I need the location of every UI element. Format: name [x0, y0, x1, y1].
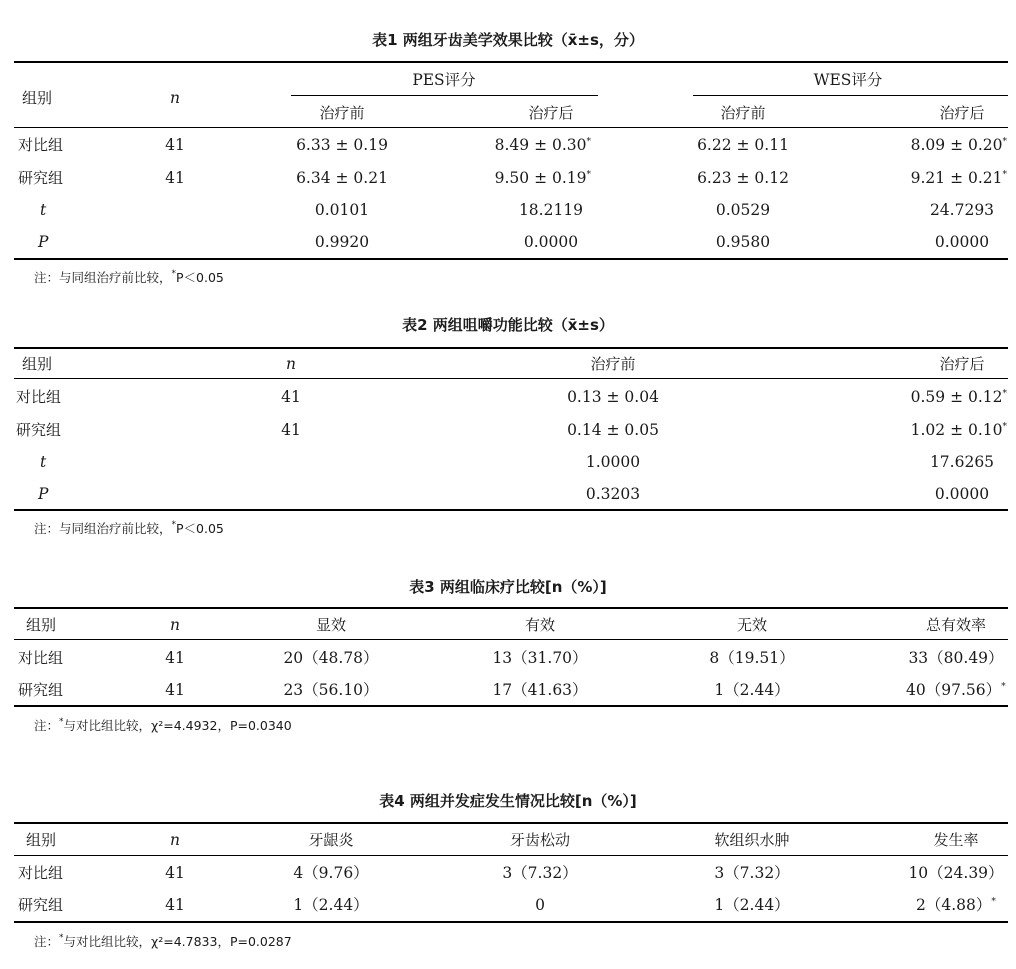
table2-row1-after: 0.59 ± 0.12* — [910, 388, 1007, 406]
table1-header-n: n — [170, 89, 180, 107]
table1-row1-wes-after: 8.09 ± 0.20* — [910, 136, 1007, 154]
table1-row4-wes-after: 0.0000 — [934, 233, 990, 251]
table3-row2-effective: 17（41.63） — [492, 681, 588, 699]
table3-row2-group: 研究组 — [18, 681, 64, 699]
table1-header-pes: PES评分 — [412, 71, 476, 89]
table1-row1-pes-before: 6.33 ± 0.19 — [296, 136, 388, 154]
table1-pes-subrule — [291, 95, 598, 96]
table3-row1-total: 33（80.49） — [908, 649, 1004, 667]
table1-row3-pes-after: 18.2119 — [518, 201, 584, 219]
table2-row4-label: P — [38, 485, 49, 503]
table4-row1-loose-teeth: 3（7.32） — [502, 864, 578, 882]
table1-header-wes-before: 治疗前 — [720, 104, 766, 122]
table3-header-rule — [14, 639, 1008, 640]
table4-row1-gingivitis: 4（9.76） — [293, 864, 369, 882]
table4-caption: 表4 两组并发症发生情况比较[n（%）] — [379, 792, 637, 810]
table1-row1-pes-after: 8.49 ± 0.30* — [494, 136, 591, 154]
table1-header-rule — [14, 127, 1008, 128]
table3-row1-n: 41 — [165, 649, 185, 667]
table2-row2-after: 1.02 ± 0.10* — [910, 421, 1007, 439]
table3-row1-marked: 20（48.78） — [283, 649, 379, 667]
table1-row4-pes-after: 0.0000 — [523, 233, 579, 251]
table1-row2-wes-after: 9.21 ± 0.21* — [910, 169, 1007, 187]
table3-header-marked: 显效 — [315, 616, 347, 634]
table3-row2-total: 40（97.56）* — [906, 681, 1006, 699]
table1-row1-group: 对比组 — [18, 136, 64, 154]
table1-note: 注：与同组治疗前比较，*P＜0.05 — [34, 269, 224, 285]
table2-bottom-rule — [14, 509, 1008, 511]
table2-header-n: n — [286, 355, 296, 373]
table3-caption: 表3 两组临床疗比较[n（%）] — [409, 578, 607, 596]
table4-note: 注：*与对比组比较，χ²=4.7833，P=0.0287 — [34, 933, 292, 949]
table1-wes-subrule — [693, 95, 1008, 96]
table4-row2-loose-teeth: 0 — [535, 896, 545, 914]
table2-row2-before: 0.14 ± 0.05 — [567, 421, 659, 439]
table1-row3-label: t — [40, 201, 47, 219]
table2-top-rule — [14, 347, 1008, 349]
table4-header-gingivitis: 牙龈炎 — [308, 831, 354, 849]
table3-header-group: 组别 — [26, 616, 57, 634]
table2-row3-before: 1.0000 — [585, 453, 641, 471]
table1-header-wes: WES评分 — [813, 71, 883, 89]
table3-header-ineffective: 无效 — [736, 616, 768, 634]
table1-bottom-rule — [14, 258, 1008, 260]
table4-row1-n: 41 — [165, 864, 185, 882]
table4-row2-gingivitis: 1（2.44） — [293, 896, 369, 914]
table2-header-group: 组别 — [22, 355, 53, 373]
table1-header-pes-after: 治疗后 — [528, 104, 574, 122]
table1-row2-n: 41 — [165, 169, 185, 187]
table1-caption: 表1 两组牙齿美学效果比较（x̄±s，分） — [372, 31, 644, 49]
table1-row2-wes-before: 6.23 ± 0.12 — [697, 169, 789, 187]
table3-header-effective: 有效 — [524, 616, 556, 634]
table3-row2-n: 41 — [165, 681, 185, 699]
table4-row1-rate: 10（24.39） — [908, 864, 1004, 882]
table3-row1-group: 对比组 — [18, 649, 64, 667]
table1-row3-wes-after: 24.7293 — [929, 201, 995, 219]
table3-row1-effective: 13（31.70） — [492, 649, 588, 667]
table4-bottom-rule — [14, 921, 1008, 923]
table4-row1-edema: 3（7.32） — [714, 864, 790, 882]
table2-row1-group: 对比组 — [16, 388, 62, 406]
table2-row4-before: 0.3203 — [585, 485, 641, 503]
table1-row4-wes-before: 0.9580 — [715, 233, 771, 251]
table2-row3-label: t — [40, 453, 47, 471]
table4-top-rule — [14, 822, 1008, 824]
table2-header-rule — [14, 378, 1008, 379]
table2-row4-after: 0.0000 — [934, 485, 990, 503]
table2-caption: 表2 两组咀嚼功能比较（x̄±s） — [402, 316, 614, 334]
table2-row1-n: 41 — [281, 388, 301, 406]
table4-header-loose-teeth: 牙齿松动 — [509, 831, 571, 849]
table3-bottom-rule — [14, 705, 1008, 707]
table4-header-rule — [14, 855, 1008, 856]
table4-header-group: 组别 — [26, 831, 57, 849]
table3-header-n: n — [170, 616, 180, 634]
table1-row4-label: P — [38, 233, 49, 251]
table2-row2-group: 研究组 — [16, 421, 62, 439]
table1-row4-pes-before: 0.9920 — [314, 233, 370, 251]
table4-row2-edema: 1（2.44） — [714, 896, 790, 914]
table1-row1-n: 41 — [165, 136, 185, 154]
table1-header-wes-after: 治疗后 — [939, 104, 985, 122]
table4-row2-rate: 2（4.88）* — [916, 896, 996, 914]
table1-header-pes-before: 治疗前 — [319, 104, 365, 122]
table1-top-rule — [14, 61, 1008, 63]
table1-row3-pes-before: 0.0101 — [314, 201, 370, 219]
table2-row2-n: 41 — [281, 421, 301, 439]
table3-row1-ineffective: 8（19.51） — [709, 649, 795, 667]
table2-header-after: 治疗后 — [939, 355, 985, 373]
table4-row2-n: 41 — [165, 896, 185, 914]
table3-note: 注：*与对比组比较，χ²=4.4932，P=0.0340 — [34, 717, 292, 733]
table4-row1-group: 对比组 — [18, 864, 64, 882]
table1-row2-pes-after: 9.50 ± 0.19* — [494, 169, 591, 187]
table4-header-n: n — [170, 831, 180, 849]
table4-header-edema: 软组织水肿 — [714, 831, 790, 849]
table3-row2-ineffective: 1（2.44） — [714, 681, 790, 699]
table1-row3-wes-before: 0.0529 — [715, 201, 771, 219]
table2-row1-before: 0.13 ± 0.04 — [567, 388, 659, 406]
table3-top-rule — [14, 607, 1008, 609]
table2-header-before: 治疗前 — [590, 355, 636, 373]
table3-header-total: 总有效率 — [925, 616, 987, 634]
table1-row1-wes-before: 6.22 ± 0.11 — [697, 136, 789, 154]
table4-row2-group: 研究组 — [18, 896, 64, 914]
table3-row2-marked: 23（56.10） — [283, 681, 379, 699]
table4-header-rate: 发生率 — [933, 831, 979, 849]
table2-row3-after: 17.6265 — [929, 453, 995, 471]
table1-row2-pes-before: 6.34 ± 0.21 — [296, 169, 388, 187]
table1-header-group: 组别 — [22, 89, 53, 107]
table2-note: 注：与同组治疗前比较，*P＜0.05 — [34, 520, 224, 536]
table1-row2-group: 研究组 — [18, 169, 64, 187]
